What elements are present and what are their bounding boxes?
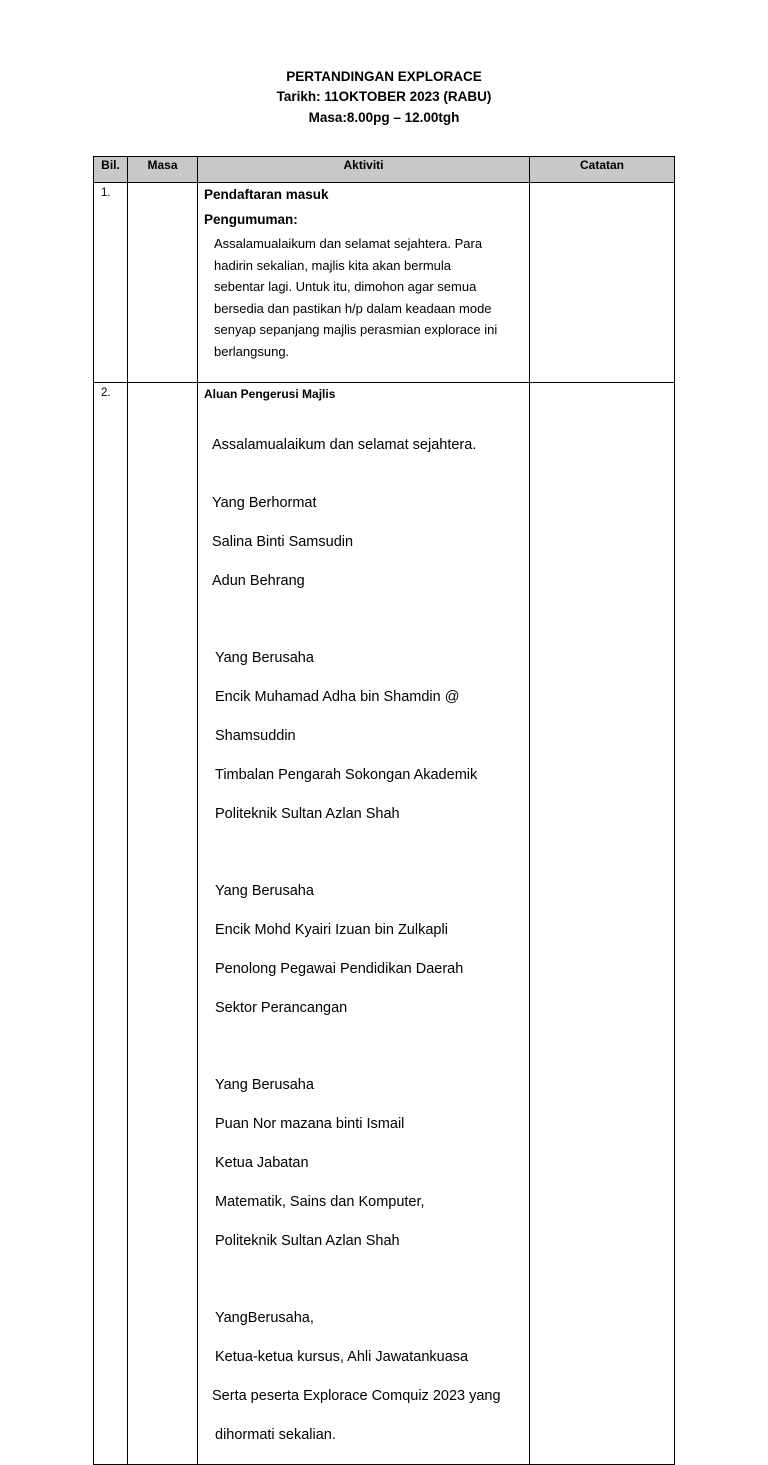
row-masa [128, 183, 198, 383]
salutation-line: Yang Berhormat [212, 495, 317, 512]
salutation-line: YangBerusaha, [215, 1310, 314, 1327]
row-catatan [530, 183, 675, 383]
salutation-block [215, 630, 529, 843]
salutation-line: Matematik, Sains dan Komputer, [215, 1193, 425, 1210]
salutation-line: Yang Berusaha [215, 1077, 314, 1094]
agenda-table [93, 156, 675, 1465]
document-date: Tarikh: 11OKTOBER 2023 (RABU) [276, 89, 492, 104]
salutation-block [212, 475, 529, 611]
paragraph-line: Assalamualaikum dan selamat sejahtera. Para [214, 236, 483, 251]
salutation-line: Encik Muhamad Adha bin Shamdin @ [215, 689, 460, 706]
salutation-line: Politeknik Sultan Azlan Shah [215, 1232, 400, 1249]
salutation-line: Shamsuddin [215, 728, 296, 745]
salutation-line: Serta peserta Explorace Comquiz 2023 yang [212, 1387, 501, 1404]
row-bil: 2. [94, 383, 128, 1465]
row-catatan [530, 383, 675, 1465]
salutation-line: Timbalan Pengarah Sokongan Akademik [215, 766, 478, 783]
salutation-line: Puan Nor mazana binti Ismail [215, 1116, 405, 1133]
table-row [94, 383, 675, 1465]
salutation-line: Yang Berusaha [215, 883, 314, 900]
row-aktiviti [198, 383, 530, 1465]
paragraph-line: bersedia dan pastikan h/p dalam keadaan mode [214, 300, 492, 316]
salutation-line: dihormati sekalian. [215, 1426, 336, 1443]
paragraph-line: berlangsung. [214, 343, 290, 359]
document-title: PERTANDINGAN EXPLORACE [286, 69, 482, 84]
activity-subtitle: Pengumuman: [204, 212, 298, 227]
salutation-line: Politeknik Sultan Azlan Shah [215, 805, 400, 822]
table-header-row [94, 157, 675, 183]
salutation-line: Ketua-ketua kursus, Ahli Jawatankuasa [215, 1349, 469, 1366]
salutation-block [215, 1057, 529, 1270]
activity-title: Aluan Pengerusi Majlis [204, 387, 336, 401]
salutation-block [212, 1290, 529, 1465]
document-time: Masa:8.00pg – 12.00tgh [308, 110, 460, 125]
row-bil: 1. [94, 183, 128, 383]
salutation-line: Adun Behrang [212, 572, 305, 589]
salutation-block [215, 863, 529, 1038]
paragraph-line: sebentar lagi. Untuk itu, dimohon agar semua [214, 279, 477, 295]
header-aktiviti: Aktiviti [198, 157, 530, 183]
salutation-line: Yang Berusaha [215, 650, 314, 667]
salutation-line: Penolong Pegawai Pendidikan Daerah [215, 960, 464, 977]
salutation-line: Encik Mohd Kyairi Izuan bin Zulkapli [215, 922, 448, 939]
header-catatan: Catatan [530, 157, 675, 183]
greeting-line: Assalamualaikum dan selamat sejahtera. [212, 437, 477, 453]
announcement-paragraph [214, 233, 521, 363]
salutation-line: Sektor Perancangan [215, 999, 348, 1016]
header-bil: Bil. [94, 157, 128, 183]
row-masa [128, 383, 198, 1465]
header-masa: Masa [128, 157, 198, 183]
row-aktiviti [198, 183, 530, 383]
salutation-line: Ketua Jabatan [215, 1154, 309, 1171]
activity-title: Pendaftaran masuk [204, 187, 329, 202]
table-row [94, 183, 675, 383]
salutation-line: Salina Binti Samsudin [212, 534, 354, 551]
paragraph-line: senyap sepanjang majlis perasmian explorace ini [214, 322, 498, 338]
paragraph-line: hadirin sekalian, majlis kita akan bermula [214, 257, 452, 273]
